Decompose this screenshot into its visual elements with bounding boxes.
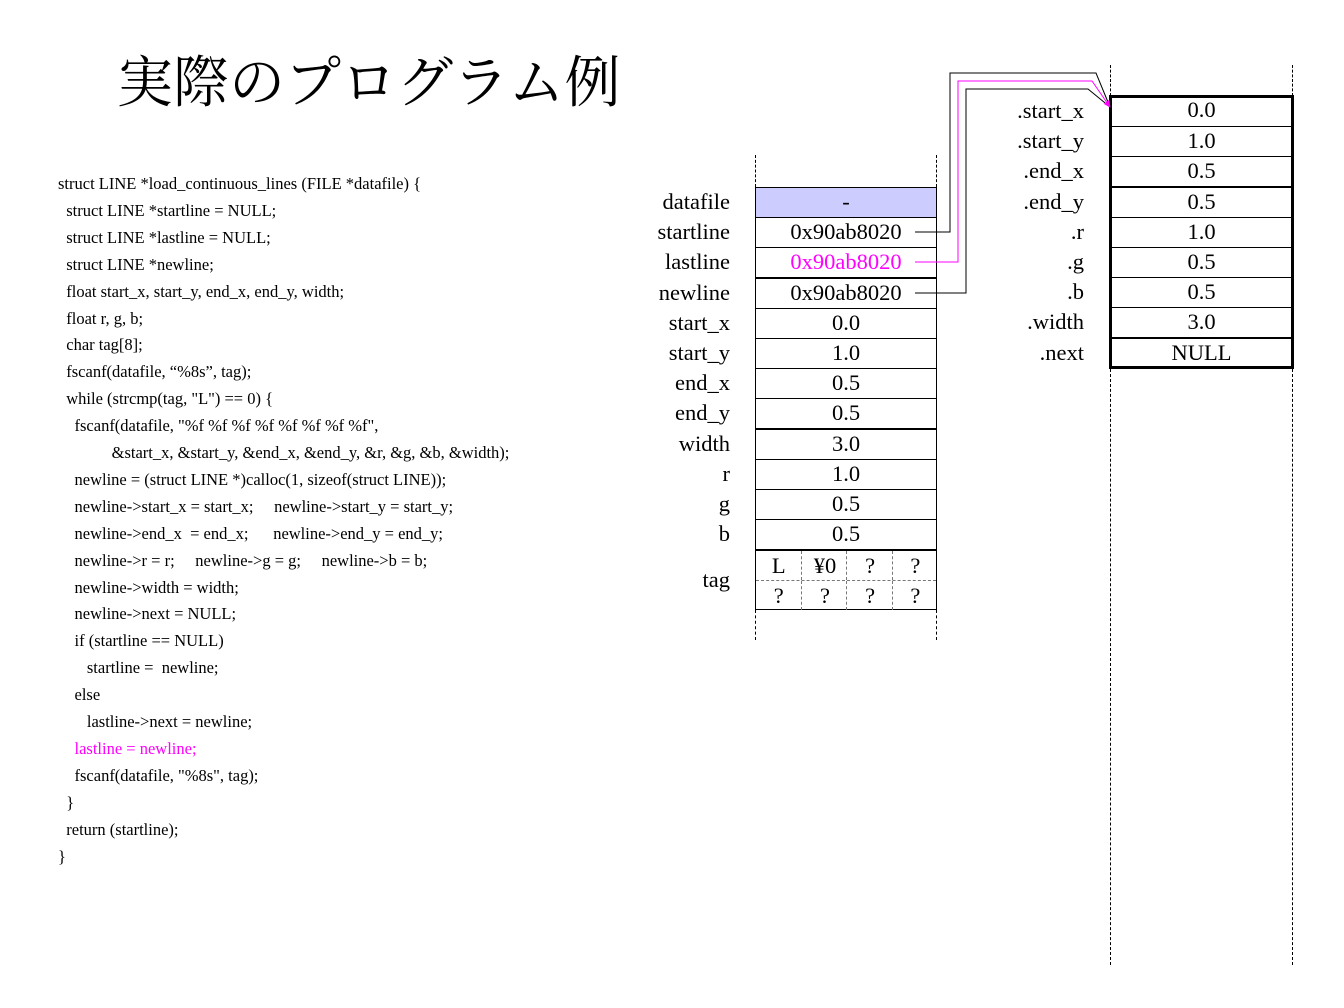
field-label: .end_y	[1023, 188, 1084, 214]
var-label-r: r	[722, 460, 730, 486]
field-label: .r	[1070, 218, 1084, 244]
code-line: startline = newline;	[58, 658, 219, 678]
field-cell: 1.0	[1110, 217, 1293, 248]
var-cell-width: 3.0	[755, 429, 937, 460]
var-cell-r: 1.0	[755, 459, 937, 490]
field-cell: 0.5	[1110, 187, 1293, 218]
field-cell: 3.0	[1110, 307, 1293, 338]
code-line: if (startline == NULL)	[58, 631, 224, 651]
field-label: .start_x	[1017, 98, 1084, 123]
code-line: lastline = newline;	[58, 738, 197, 758]
var-cell-start_y: 1.0	[755, 338, 937, 369]
var-cell-datafile: -	[755, 187, 937, 218]
field-label: .width	[1027, 309, 1084, 335]
var-cell-startline: 0x90ab8020	[755, 217, 937, 248]
var-label-startline: startline	[657, 219, 730, 245]
code-line: fscanf(datafile, “%8s”, tag);	[58, 362, 252, 382]
code-line: return (startline);	[58, 819, 179, 839]
tag-cell: ?	[892, 581, 939, 610]
code-line: else	[58, 685, 101, 705]
code-line: newline->r = r; newline->g = g; newline->b = b;	[58, 550, 428, 570]
tag-cell: ?	[846, 581, 893, 610]
var-label-lastline: lastline	[665, 249, 730, 275]
code-line: newline->start_x = start_x; newline->start_y = start_y;	[58, 496, 454, 516]
var-cell-start_x: 0.0	[755, 308, 937, 339]
var-cell-b: 0.5	[755, 519, 937, 550]
lastline-pointer-line	[915, 81, 1110, 262]
var-cell-newline: 0x90ab8020	[755, 278, 937, 309]
var-label-start_y: start_y	[668, 340, 730, 365]
var-label-tag: tag	[702, 567, 730, 592]
var-label-width: width	[678, 430, 730, 456]
var-label-g: g	[718, 491, 730, 516]
field-label: .end_x	[1023, 158, 1084, 184]
code-line: while (strcmp(tag, "L") == 0) {	[58, 389, 274, 409]
code-line: newline->end_x = end_x; newline->end_y = end_y;	[58, 523, 444, 543]
field-cell: 0.5	[1110, 277, 1293, 308]
code-line: newline->next = NULL;	[58, 604, 237, 624]
code-line: struct LINE *lastline = NULL;	[58, 227, 271, 247]
tag-cell: L	[771, 553, 786, 578]
code-line: newline = (struct LINE *)calloc(1, sizeof(struct LINE));	[58, 469, 447, 489]
code-line: &start_x, &start_y, &end_x, &end_y, &r, &g, &b, &width);	[58, 443, 510, 462]
field-cell: 0.5	[1110, 247, 1293, 278]
field-label: .next	[1039, 339, 1084, 365]
var-cell-lastline: 0x90ab8020	[755, 247, 937, 278]
field-cell: 0.5	[1110, 156, 1293, 187]
code-line: char tag[8];	[58, 335, 143, 355]
code-line: struct LINE *newline;	[58, 254, 214, 274]
startline-pointer-line	[915, 73, 1110, 232]
code-line: lastline->next = newline;	[58, 712, 253, 731]
var-cell-g: 0.5	[755, 489, 937, 520]
field-cell: NULL	[1110, 338, 1293, 369]
tag-cell: ¥0	[801, 551, 848, 580]
var-label-newline: newline	[658, 279, 730, 305]
var-label-start_x: start_x	[668, 309, 730, 335]
field-label: .start_y	[1017, 128, 1084, 154]
field-label: .b	[1067, 279, 1084, 305]
var-label-b: b	[718, 521, 730, 547]
code-line: float r, g, b;	[58, 308, 144, 328]
tag-cell: ?	[846, 551, 893, 580]
tag-cell: ?	[801, 581, 848, 610]
var-cell-end_y: 0.5	[755, 398, 937, 429]
code-line: fscanf(datafile, "%f %f %f %f %f %f %f %f",	[58, 416, 379, 436]
code-line: }	[58, 846, 66, 866]
code-line: struct LINE *load_continuous_lines (FILE *datafile) {	[58, 174, 422, 193]
var-label-datafile: datafile	[662, 189, 730, 214]
code-line: fscanf(datafile, "%8s", tag);	[58, 765, 259, 785]
tag-cell: ?	[773, 582, 784, 608]
code-line: struct LINE *startline = NULL;	[58, 200, 277, 220]
field-cell: 1.0	[1110, 126, 1293, 157]
code-line: }	[58, 792, 75, 812]
page-title: 実際のプログラム例	[117, 51, 621, 116]
code-line: float start_x, start_y, end_x, end_y, width;	[58, 281, 345, 301]
field-label: .g	[1067, 249, 1084, 274]
var-label-end_y: end_y	[675, 400, 730, 426]
tag-cell: ?	[892, 551, 939, 580]
field-cell: 0.0	[1110, 96, 1293, 127]
var-cell-end_x: 0.5	[755, 368, 937, 399]
code-line: newline->width = width;	[58, 577, 239, 597]
var-label-end_x: end_x	[675, 370, 730, 396]
